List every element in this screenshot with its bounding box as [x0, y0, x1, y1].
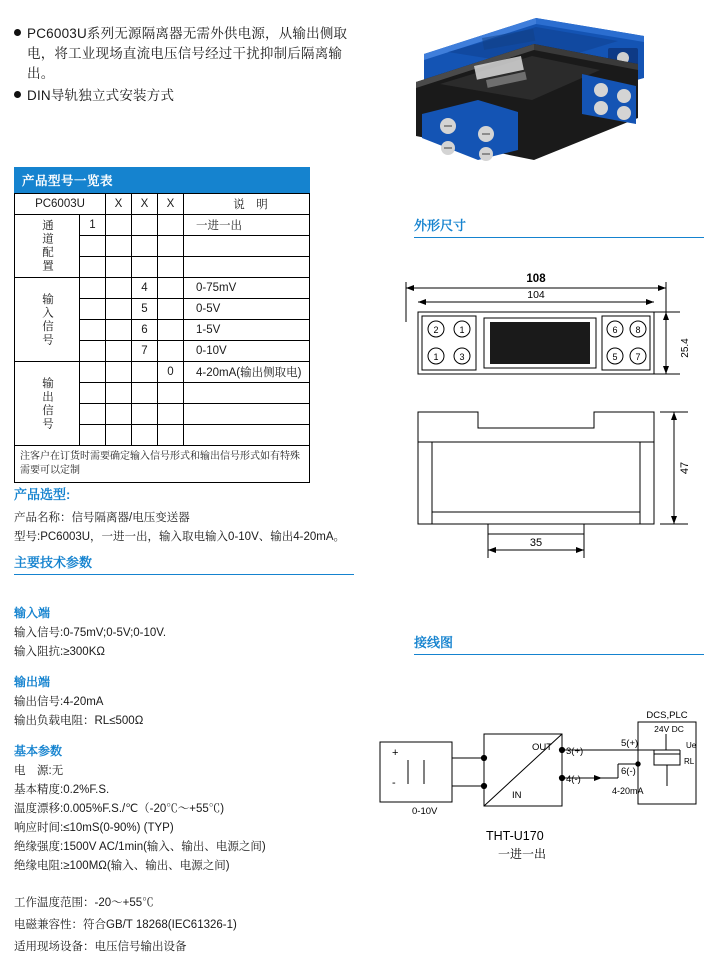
param-line: 输出负载电阻：RL≤500Ω — [14, 715, 144, 727]
cell-c4 — [158, 257, 184, 278]
cell-c2 — [106, 215, 132, 236]
wiring-pin-3: 3(+) — [566, 746, 584, 757]
cell-c2 — [106, 278, 132, 299]
param-line: 输入阻抗:≥300KΩ — [14, 646, 105, 658]
wiring-in-text: IN — [512, 790, 522, 801]
param-line: 输出信号:4-20mA — [14, 696, 104, 708]
cell-c2 — [106, 383, 132, 404]
terminal-number: 6 — [612, 325, 618, 335]
cell-c3: 5 — [132, 299, 158, 320]
terminal-number: 2 — [433, 325, 439, 335]
cell-c2 — [106, 257, 132, 278]
cell-desc — [184, 257, 310, 278]
cell-c1 — [80, 383, 106, 404]
cell-c3: 7 — [132, 341, 158, 362]
param-group-title: 输出端 — [14, 675, 51, 689]
bullet-item — [14, 86, 354, 106]
row-group-label-input: 输入信号 — [15, 278, 80, 362]
cell-desc: 0-75mV — [184, 278, 310, 299]
params-heading-wrap — [14, 552, 354, 575]
row-group-label-channel: 通道配置 — [15, 215, 80, 278]
dimensions-drawing — [388, 262, 704, 582]
param-group-title: 输入端 — [14, 606, 51, 620]
cell-c2 — [106, 404, 132, 425]
bullet-dot-icon — [14, 29, 21, 36]
cell-c2 — [106, 299, 132, 320]
cell-c3: 6 — [132, 320, 158, 341]
wiring-model-caption: THT-U170 — [486, 829, 544, 843]
terminal-number: 5 — [612, 352, 618, 362]
wiring-out-text: OUT — [532, 742, 553, 753]
header-x2: X — [132, 194, 158, 215]
table-header-row — [15, 194, 310, 215]
wiring-heading: 接线图 — [414, 632, 704, 655]
wiring-device: DCS,PLC — [646, 710, 688, 721]
terminal-number: 3 — [459, 352, 465, 362]
params-heading: 主要技术参数 — [14, 552, 354, 575]
wiring-loop-current: 4-20mA — [612, 786, 644, 796]
cell-c3 — [132, 404, 158, 425]
model-table-title: 产品型号一览表 — [14, 167, 310, 193]
cell-desc: 4-20mA(输出侧取电) — [184, 362, 310, 383]
cell-c1 — [80, 362, 106, 383]
param-group-basic — [14, 742, 364, 876]
wiring-diagram — [366, 690, 706, 920]
cell-c3 — [132, 362, 158, 383]
cell-c4 — [158, 341, 184, 362]
model-table — [14, 167, 310, 483]
model-table-grid — [14, 193, 310, 446]
cell-desc — [184, 383, 310, 404]
cell-c4 — [158, 215, 184, 236]
wiring-model-sub: 一进一出 — [498, 847, 547, 861]
cell-c2 — [106, 425, 132, 446]
cell-c4 — [158, 320, 184, 341]
wiring-rl: RL — [684, 757, 695, 766]
table-row — [15, 362, 310, 383]
cell-c1: 1 — [80, 215, 106, 236]
wiring-pin-4: 4(-) — [566, 774, 581, 785]
dim-label-47: 47 — [679, 461, 691, 475]
wiring-supply: 24V DC — [654, 724, 684, 734]
header-desc: 说 明 — [184, 194, 310, 215]
param-line: 绝缘强度:1500V AC/1min(输入、输出、电源之间) — [14, 841, 266, 853]
wiring-pin-5: 5(+) — [621, 738, 639, 749]
table-row — [15, 215, 310, 236]
cell-c4 — [158, 299, 184, 320]
param-line: 电 源:无 — [14, 765, 64, 777]
cell-desc — [184, 425, 310, 446]
cell-c3 — [132, 383, 158, 404]
cell-c4 — [158, 383, 184, 404]
cell-desc: 0-10V — [184, 341, 310, 362]
cell-c4: 0 — [158, 362, 184, 383]
param-group-output — [14, 673, 364, 731]
header-model: PC6003U — [15, 194, 106, 215]
wiring-ue: Ue — [686, 741, 697, 750]
wiring-minus: - — [392, 777, 396, 789]
terminal-number: 1 — [459, 325, 465, 335]
selection-line-2: 型号:PC6003U，一进一出，输入取电输入0-10V、输出4-20mA。 — [14, 531, 346, 543]
dim-label-25-4: 25.4 — [680, 338, 691, 358]
model-table-note: 注客户在订货时需要确定输入信号形式和输出信号形式如有特殊需要可以定制 — [14, 446, 310, 483]
param-line: 绝缘电阻:≥100MΩ(输入、输出、电源之间) — [14, 860, 230, 872]
cell-c3: 4 — [132, 278, 158, 299]
cell-c1 — [80, 299, 106, 320]
param-tail — [14, 892, 364, 958]
intro-bullets — [14, 24, 354, 108]
param-tail-line: 适用现场设备：电压信号输出设备 — [14, 941, 187, 953]
cell-c4 — [158, 278, 184, 299]
selection-section — [14, 484, 354, 547]
table-row — [15, 278, 310, 299]
product-photo — [386, 8, 706, 173]
header-x1: X — [106, 194, 132, 215]
params-section — [14, 604, 364, 958]
cell-desc — [184, 236, 310, 257]
wiring-pin-6: 6(-) — [621, 766, 636, 777]
bullet-dot-icon — [14, 91, 21, 98]
param-line: 输入信号:0-75mV;0-5V;0-10V. — [14, 627, 167, 639]
header-x3: X — [158, 194, 184, 215]
wiring-plus: + — [392, 747, 399, 759]
selection-heading: 产品选型: — [14, 487, 71, 502]
cell-c1 — [80, 320, 106, 341]
dim-label-108: 108 — [526, 273, 546, 285]
terminal-number: 8 — [635, 325, 641, 335]
cell-desc: 1-5V — [184, 320, 310, 341]
cell-c2 — [106, 362, 132, 383]
param-group-title: 基本参数 — [14, 744, 63, 758]
dimensions-heading: 外形尺寸 — [414, 215, 704, 238]
cell-c3 — [132, 425, 158, 446]
cell-c1 — [80, 278, 106, 299]
cell-desc: 一进一出 — [184, 215, 310, 236]
cell-c2 — [106, 236, 132, 257]
bullet-item — [14, 24, 354, 84]
dim-label-104: 104 — [527, 289, 545, 301]
cell-c3 — [132, 236, 158, 257]
cell-c1 — [80, 425, 106, 446]
cell-c3 — [132, 257, 158, 278]
cell-c2 — [106, 341, 132, 362]
bullet-text: PC6003U系列无源隔离器无需外供电源，从输出侧取电，将工业现场直流电压信号经过干扰抑制后隔离输出。 — [27, 26, 348, 81]
cell-c1 — [80, 236, 106, 257]
dimensions-heading-wrap — [414, 215, 704, 238]
row-group-label-output: 输出信号 — [15, 362, 80, 446]
dim-label-35: 35 — [529, 537, 543, 549]
param-tail-line: 工作温度范围：-20～+55℃ — [14, 897, 154, 909]
wiring-input-label: 0-10V — [412, 806, 438, 817]
terminal-number: 7 — [635, 352, 641, 362]
param-line: 温度漂移:0.005%F.S./℃（-20℃～+55℃) — [14, 803, 225, 815]
cell-c1 — [80, 404, 106, 425]
cell-c4 — [158, 404, 184, 425]
terminal-number: 1 — [433, 352, 439, 362]
param-tail-line: 电磁兼容性：符合GB/T 18268(IEC61326-1) — [14, 919, 237, 931]
param-line: 基本精度:0.2%F.S. — [14, 784, 110, 796]
cell-c2 — [106, 320, 132, 341]
param-group-input — [14, 604, 364, 662]
cell-c4 — [158, 236, 184, 257]
selection-line-1: 产品名称：信号隔离器/电压变送器 — [14, 512, 190, 524]
cell-desc — [184, 404, 310, 425]
cell-c4 — [158, 425, 184, 446]
bullet-text: DIN导轨独立式安装方式 — [27, 88, 175, 103]
cell-desc: 0-5V — [184, 299, 310, 320]
cell-c3 — [132, 215, 158, 236]
wiring-heading-wrap — [414, 632, 704, 655]
cell-c1 — [80, 257, 106, 278]
param-line: 响应时间:≤10mS(0-90%) (TYP) — [14, 822, 174, 834]
cell-c1 — [80, 341, 106, 362]
